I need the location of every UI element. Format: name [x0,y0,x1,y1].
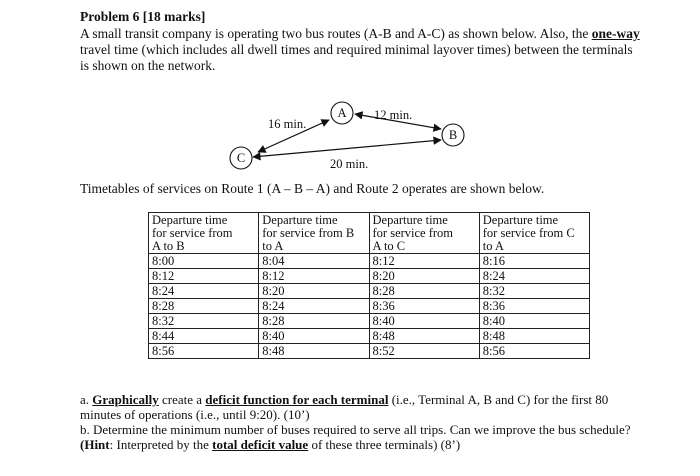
table-header-row [149,213,590,254]
table-cell: 8:32 [149,314,259,329]
timetable-intro: Timetables of services on Route 1 (A – B – A) and Route 2 operates are shown below. [80,181,545,196]
table-cell: 8:48 [479,329,589,344]
table-cell: 8:44 [149,329,259,344]
table-cell: 8:16 [479,254,589,269]
table-row [149,329,590,344]
table-cell: 8:28 [369,284,479,299]
table-cell: 8:24 [149,284,259,299]
table-cell: 8:40 [369,314,479,329]
table-cell: 8:12 [259,269,369,284]
table-cell: 8:48 [369,329,479,344]
table-cell: 8:04 [259,254,369,269]
table-cell: 8:28 [149,299,259,314]
label-a-b-time: 12 min. [374,108,413,122]
timetable [148,212,590,359]
table-cell: 8:20 [259,284,369,299]
table-row [149,254,590,269]
question-b: b. Determine the minimum number of buses required to serve all trips. Can we improve the bus schedule? (Hint: Interpreted by the total deficit value of these three terminals) (8’) [80,422,631,452]
table-cell: 8:52 [369,344,479,359]
table-cell: 8:56 [479,344,589,359]
node-b-label: B [448,128,458,142]
question-b-hint-label: (Hint [80,437,110,452]
table-row [149,269,590,284]
table-row [149,299,590,314]
table-cell: 8:36 [369,299,479,314]
table-cell: 8:24 [259,299,369,314]
table-cell: 8:12 [149,269,259,284]
table-cell: 8:32 [479,284,589,299]
table-cell: 8:12 [369,254,479,269]
table-row [149,314,590,329]
header-cell: Departure time for service from B to A [259,213,369,254]
table-cell: 8:28 [259,314,369,329]
table-cell: 8:48 [259,344,369,359]
node-a-label: A [337,106,347,120]
question-a-emph-deficit: deficit function for each terminal [205,392,389,407]
header-cell: Departure time for service from A to C [369,213,479,254]
node-c-label: C [236,151,246,165]
table-cell: 8:40 [479,314,589,329]
intro-text-1: A small transit company is operating two bus routes (A-B and A-C) as shown below. Also, the [80,26,592,41]
questions [80,392,640,452]
question-a-emph-graphically: Graphically [92,392,159,407]
problem-title: Problem 6 [18 marks] [80,9,206,24]
intro-text-2: travel time (which includes all dwell times and required minimal layover times) between the terminals is shown on the network. [80,42,633,73]
table-row [149,344,590,359]
question-b-emph-total-deficit: total deficit value [212,437,309,452]
table-cell: 8:36 [479,299,589,314]
table-cell: 8:24 [479,269,589,284]
header-cell: Departure time for service from A to B [149,213,259,254]
table-cell: 8:56 [149,344,259,359]
intro-emphasis-one-way: one-way [591,26,640,41]
table-row [149,284,590,299]
table-cell: 8:00 [149,254,259,269]
label-c-a-time: 16 min. [268,117,307,131]
edge-b-c [253,140,441,157]
question-a: a. Graphically create a deficit function for each terminal (i.e., Terminal A, B and C) for the first 80 minutes of operations (i.e., until 9:20). (10’) [80,392,609,422]
label-b-c-time: 20 min. [330,157,369,171]
table-cell: 8:40 [259,329,369,344]
header-cell: Departure time for service from C to A [479,213,589,254]
table-cell: 8:20 [369,269,479,284]
